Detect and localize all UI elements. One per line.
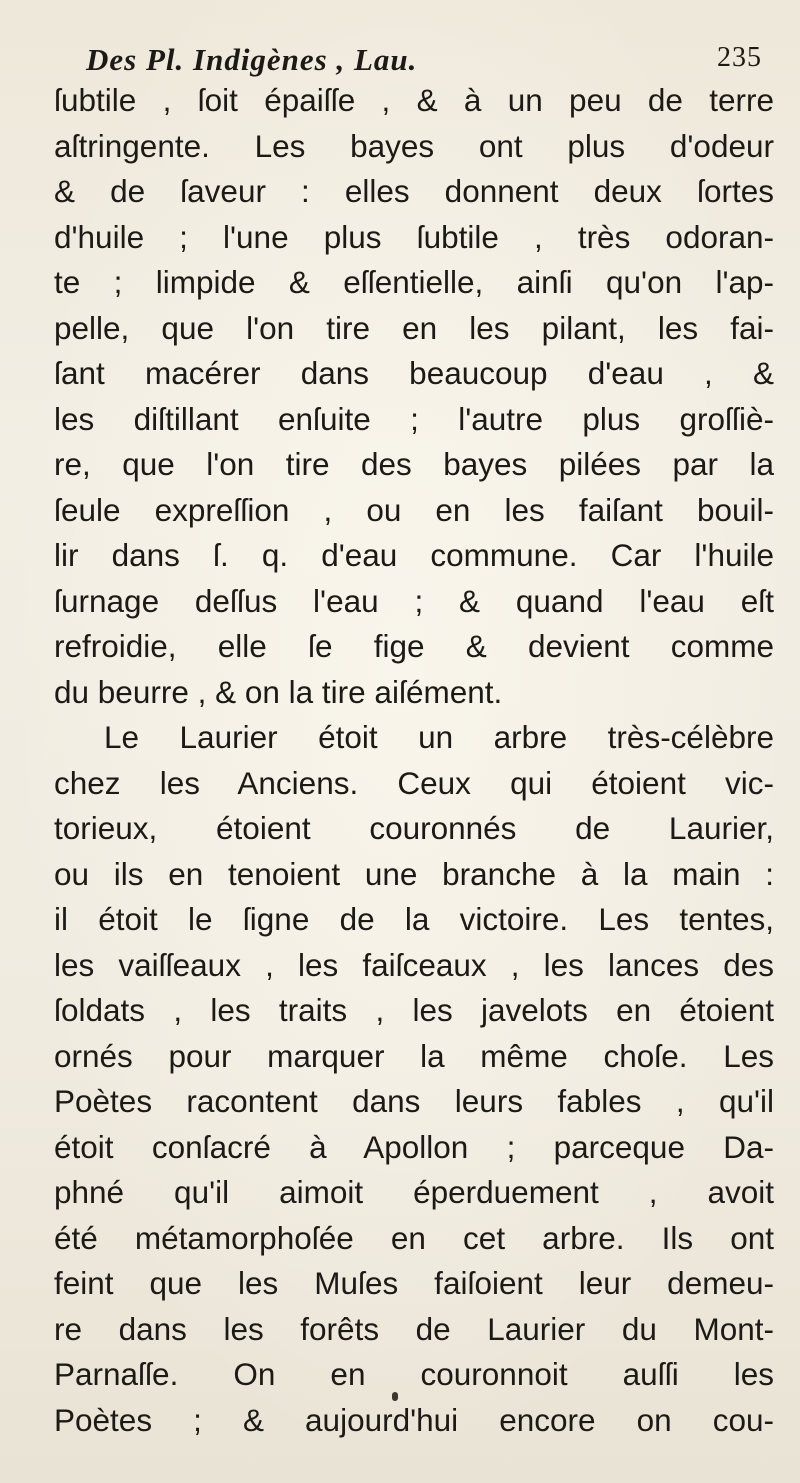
text-line: étoit conſacré à Apollon ; parceque Da- — [54, 1128, 774, 1165]
text-line: re, que l'on tire des bayes pilées par la — [54, 446, 774, 482]
page-number: 235 — [717, 42, 762, 73]
text-line: ſurnage deſſus l'eau ; & quand l'eau eſt — [54, 582, 774, 619]
text-line: & de ſaveur : elles donnent deux ſortes — [54, 173, 774, 209]
body-text — [54, 78, 774, 1443]
text-line: te ; limpide & eſſentielle, ainſi qu'on l'ap- — [54, 264, 774, 300]
text-line: les diſtillant enſuite ; l'autre plus groſſiè- — [54, 400, 774, 437]
text-line: pelle, que l'on tire en les pilant, les fai- — [54, 309, 774, 346]
text-line: ou ils en tenoient une branche à la main : — [54, 855, 774, 892]
text-line: re dans les forêts de Laurier du Mont- — [54, 1310, 774, 1347]
ink-speck — [392, 1392, 398, 1401]
page-header — [86, 42, 762, 82]
text-line: du beurre , & on la tire aiſément. — [54, 673, 503, 710]
running-title: Des Pl. Indigènes , Lau. — [86, 42, 418, 77]
text-line: ſubtile , ſoit épaiſſe , & à un peu de terre — [54, 82, 774, 118]
text-line: lir dans ſ. q. d'eau commune. Car l'huile — [54, 537, 774, 573]
text-line: ſoldats , les traits , les javelots en étoient — [54, 992, 774, 1028]
text-line: feint que les Muſes faiſoient leur demeu- — [54, 1265, 774, 1301]
text-line: aſtringente. Les bayes ont plus d'odeur — [54, 127, 774, 164]
text-line: phné qu'il aimoit éperduement , avoit — [54, 1174, 774, 1210]
text-line: ſeule expreſſion , ou en les faiſant bouil- — [54, 491, 774, 528]
text-line: chez les Anciens. Ceux qui étoient vic- — [54, 764, 774, 801]
text-line: Parnaſſe. On en couronnoit auſſi les — [54, 1356, 774, 1392]
text-line: d'huile ; l'une plus ſubtile , très odoran- — [54, 218, 774, 255]
text-line: torieux, étoient couronnés de Laurier, — [54, 810, 774, 846]
text-line: refroidie, elle ſe fige & devient comme — [54, 628, 774, 664]
text-line: Poètes ; & aujourd'hui encore on cou- — [54, 1401, 774, 1438]
text-line: été métamorphoſée en cet arbre. Ils ont — [54, 1219, 774, 1256]
text-line: ornés pour marquer la même choſe. Les — [54, 1037, 774, 1074]
paragraph-start-line: Le Laurier étoit un arbre très-célèbre — [104, 719, 774, 755]
text-line: il étoit le ſigne de la victoire. Les tentes, — [54, 901, 774, 937]
text-line: Poètes racontent dans leurs fables , qu'il — [54, 1083, 774, 1119]
text-line: les vaiſſeaux , les faiſceaux , les lances des — [54, 946, 774, 983]
text-line: ſant macérer dans beaucoup d'eau , & — [54, 355, 774, 391]
